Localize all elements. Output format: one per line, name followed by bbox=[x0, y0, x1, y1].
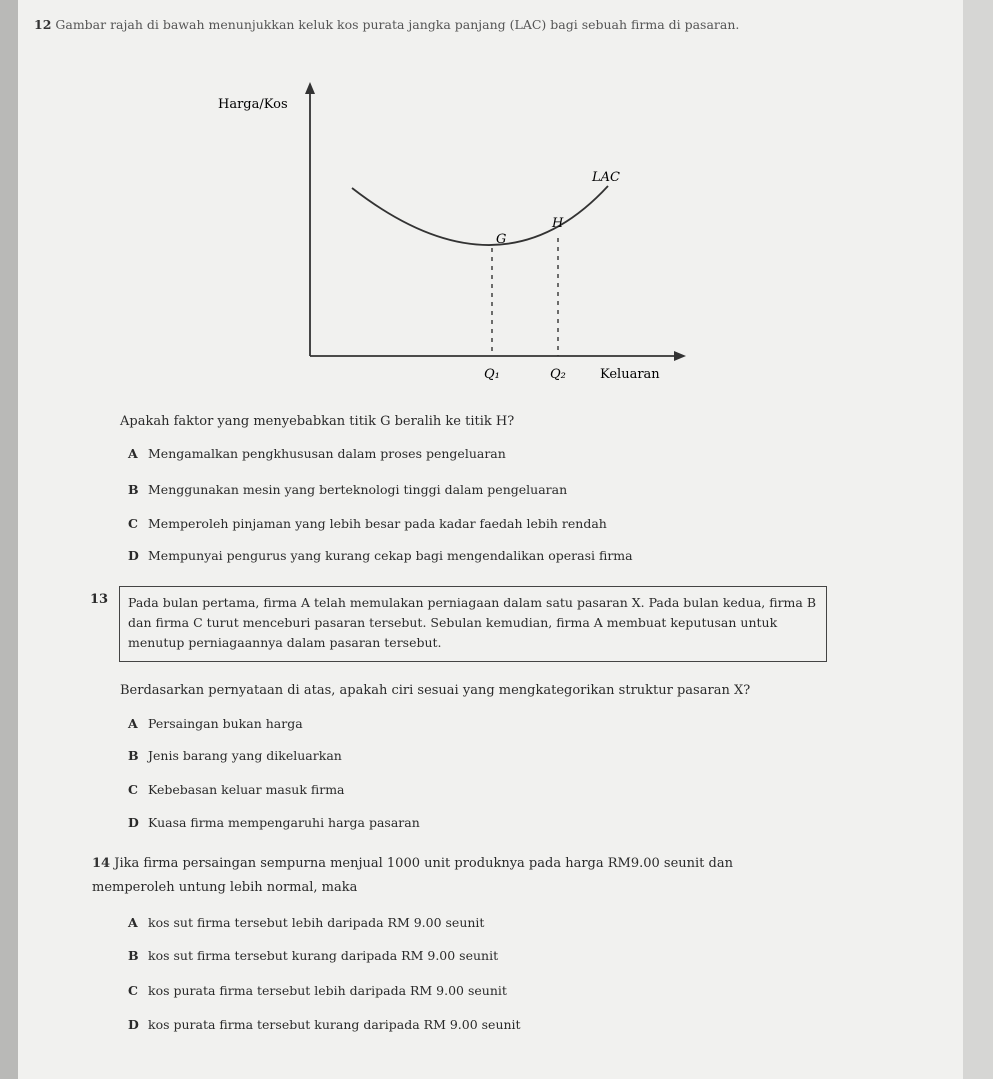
q1-label: Q₁ bbox=[484, 367, 500, 382]
q12-option-d-letter: D bbox=[128, 548, 139, 563]
q13-option-c-text: Kebebasan keluar masuk firma bbox=[148, 782, 345, 797]
q12-number: 12 bbox=[34, 17, 52, 32]
q13-option-b-text: Jenis barang yang dikeluarkan bbox=[148, 748, 342, 763]
q14-option-c[interactable] bbox=[128, 983, 507, 998]
q13-number: 13 bbox=[90, 592, 109, 607]
q2-label: Q₂ bbox=[550, 367, 566, 382]
q12-intro-text: Gambar rajah di bawah menunjukkan keluk kos purata jangka panjang (LAC) bagi sebuah firma di pasaran. bbox=[55, 17, 740, 32]
q13-option-d-letter: D bbox=[128, 815, 139, 830]
q13-option-d-text: Kuasa firma mempengaruhi harga pasaran bbox=[148, 815, 420, 830]
q14-option-d[interactable] bbox=[128, 1017, 521, 1032]
q14-option-c-text: kos purata firma tersebut lebih daripada RM 9.00 seunit bbox=[148, 983, 507, 998]
q14-question-line1 bbox=[92, 856, 733, 871]
q12-option-c-letter: C bbox=[128, 516, 138, 531]
y-axis-label: Harga/Kos bbox=[218, 97, 288, 112]
q13-option-b[interactable] bbox=[128, 748, 342, 763]
x-axis-label: Keluaran bbox=[600, 367, 660, 382]
q14-option-d-text: kos purata firma tersebut kurang daripada RM 9.00 seunit bbox=[148, 1017, 521, 1032]
q12-intro bbox=[34, 16, 854, 33]
q13-option-a-text: Persaingan bukan harga bbox=[148, 716, 303, 731]
q12-option-b-text: Menggunakan mesin yang berteknologi tinggi dalam pengeluaran bbox=[148, 482, 568, 497]
q13-option-a-letter: A bbox=[128, 716, 138, 731]
q14-option-a-letter: A bbox=[128, 915, 138, 930]
q13-passage-box bbox=[119, 586, 827, 662]
q14-option-b-letter: B bbox=[128, 948, 139, 963]
lac-graph-svg bbox=[218, 78, 690, 398]
q14-option-c-letter: C bbox=[128, 983, 138, 998]
x-axis-arrow-icon bbox=[674, 351, 686, 361]
q13-option-c-letter: C bbox=[128, 782, 138, 797]
lac-label: LAC bbox=[592, 170, 620, 185]
y-axis-arrow-icon bbox=[305, 82, 315, 94]
q12-option-c[interactable] bbox=[128, 516, 607, 531]
q13-option-b-letter: B bbox=[128, 748, 139, 763]
point-h-label: H bbox=[552, 216, 564, 231]
lac-curve bbox=[352, 186, 608, 245]
q14-option-a-text: kos sut firma tersebut lebih daripada RM 9.00 seunit bbox=[148, 915, 485, 930]
q12-option-d-text: Mempunyai pengurus yang kurang cekap bagi mengendalikan operasi firma bbox=[148, 548, 633, 563]
q13-passage: Pada bulan pertama, firma A telah memulakan perniagaan dalam satu pasaran X. Pada bulan kedua, firma B dan firma C turut menceburi pasaran tersebut. Sebulan kemudian, firma A membuat keputusan untuk menutup perniagaannya dalam pasaran tersebut. bbox=[128, 595, 817, 650]
q14-question-text-1: Jika firma persaingan sempurna menjual 1000 unit produknya pada harga RM9.00 seunit dan bbox=[114, 856, 733, 871]
q14-option-d-letter: D bbox=[128, 1017, 139, 1032]
page-shadow-right bbox=[963, 0, 993, 1079]
q12-option-b-letter: B bbox=[128, 482, 139, 497]
q14-question-line2: memperoleh untung lebih normal, maka bbox=[92, 880, 358, 895]
lac-graph bbox=[218, 78, 690, 398]
q14-option-b[interactable] bbox=[128, 948, 498, 963]
q13-option-d[interactable] bbox=[128, 815, 420, 830]
q14-option-a[interactable] bbox=[128, 915, 484, 930]
q13-option-c[interactable] bbox=[128, 782, 345, 797]
point-g-label: G bbox=[496, 232, 507, 247]
q14-number: 14 bbox=[92, 856, 111, 871]
q12-option-c-text: Memperoleh pinjaman yang lebih besar pada kadar faedah lebih rendah bbox=[148, 516, 607, 531]
q12-option-a[interactable] bbox=[128, 446, 506, 461]
q12-option-a-text: Mengamalkan pengkhususan dalam proses pengeluaran bbox=[148, 446, 506, 461]
q13-option-a[interactable] bbox=[128, 716, 303, 731]
q12-question: Apakah faktor yang menyebabkan titik G beralih ke titik H? bbox=[120, 414, 515, 429]
q13-question: Berdasarkan pernyataan di atas, apakah ciri sesuai yang mengkategorikan struktur pasaran X? bbox=[120, 683, 751, 698]
q14-option-b-text: kos sut firma tersebut kurang daripada RM 9.00 seunit bbox=[148, 948, 499, 963]
q12-option-b[interactable] bbox=[128, 482, 567, 497]
page-shadow-left bbox=[0, 0, 18, 1079]
q12-option-d[interactable] bbox=[128, 548, 633, 563]
q12-option-a-letter: A bbox=[128, 446, 138, 461]
